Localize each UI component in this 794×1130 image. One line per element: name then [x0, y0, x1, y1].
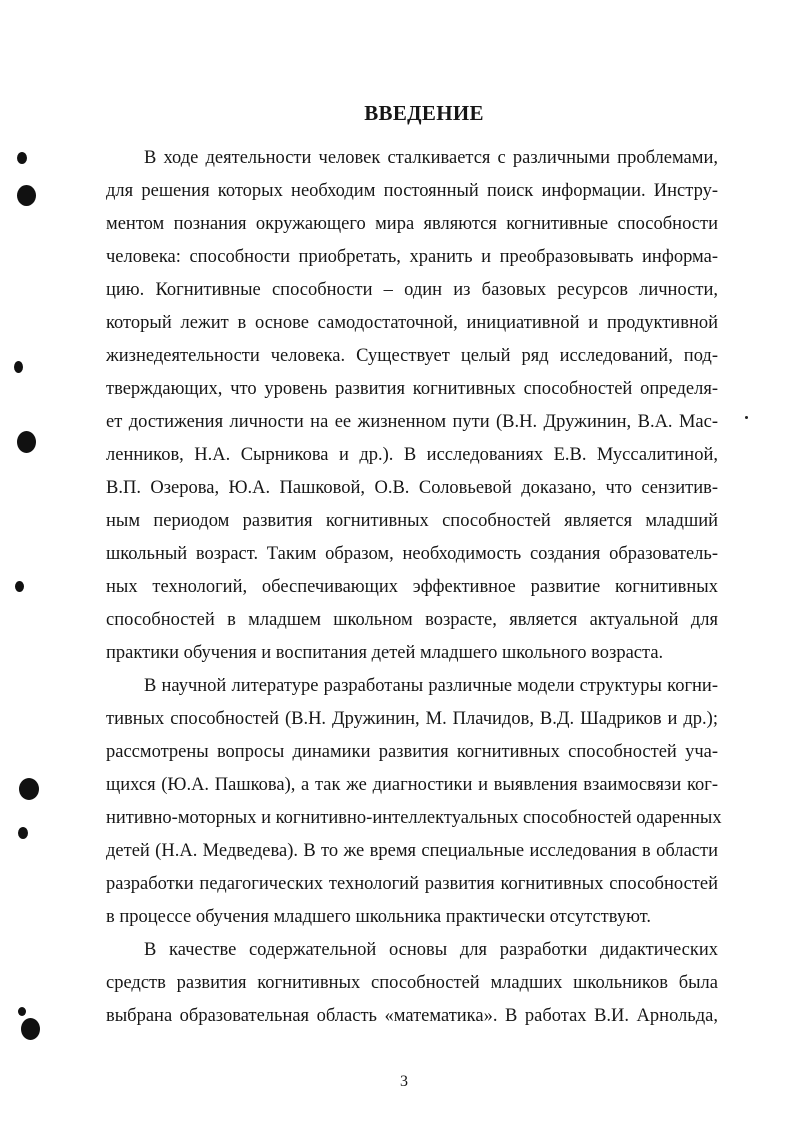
text-line: В ходе деятельности человек сталкивается с различными проблемами,: [144, 148, 718, 168]
scan-speck: [745, 416, 748, 419]
punch-hole-mark: [15, 581, 24, 592]
text-line: цию. Когнитивные способности – один из базовых ресурсов личности,: [106, 280, 718, 300]
text-line: ментом познания окружающего мира являются когнитивные способности: [106, 214, 718, 234]
punch-hole-mark: [17, 152, 27, 164]
punch-hole: [21, 1018, 40, 1040]
punch-hole-mark: [18, 1007, 26, 1016]
punch-hole: [17, 185, 36, 206]
text-line: для решения которых необходим постоянный поиск информации. Инстру-: [106, 181, 718, 201]
text-line: жизнедеятельности человека. Существует целый ряд исследований, под-: [106, 346, 718, 366]
page-number: 3: [400, 1073, 408, 1090]
text-line: выбрана образовательная область «математика». В работах В.И. Арнольда,: [106, 1006, 718, 1026]
text-line: практики обучения и воспитания детей младшего школьного возраста.: [106, 643, 664, 663]
text-line: тивных способностей (В.Н. Дружинин, М. Плачидов, В.Д. Шадриков и др.);: [106, 709, 718, 729]
text-line: В научной литературе разработаны различные модели структуры когни-: [144, 676, 718, 696]
paragraph-2: [106, 670, 722, 934]
document-body: [106, 142, 722, 1033]
text-line: ных технологий, обеспечивающих эффективное развитие когнитивных: [106, 577, 718, 597]
text-line: средств развития когнитивных способностей младших школьников была: [106, 973, 718, 993]
text-line: ет достижения личности на ее жизненном пути (В.Н. Дружинин, В.А. Мас-: [106, 412, 718, 432]
text-line: человека: способности приобретать, хранить и преобразовывать информа-: [106, 247, 718, 267]
punch-hole: [19, 778, 39, 800]
text-line: тверждающих, что уровень развития когнитивных способностей определя-: [106, 379, 718, 399]
document-title: ВВЕДЕНИЕ: [364, 101, 484, 125]
text-line: способностей в младшем школьном возрасте, является актуальной для: [106, 610, 718, 630]
punch-hole-mark: [18, 827, 28, 839]
text-line: в процессе обучения младшего школьника практически отсутствуют.: [106, 907, 651, 927]
text-line: щихся (Ю.А. Пашкова), а так же диагностики и выявления взаимосвязи ког-: [106, 775, 718, 795]
text-line: ным периодом развития когнитивных способностей является младший: [106, 511, 718, 531]
paragraph-1: [106, 142, 718, 670]
text-line: В.П. Озерова, Ю.А. Пашковой, О.В. Соловьевой доказано, что сензитив-: [106, 478, 718, 498]
text-line: ленников, Н.А. Сырникова и др.). В исследованиях Е.В. Муссалитиной,: [106, 445, 718, 465]
text-line: нитивно-моторных и когнитивно-интеллектуальных способностей одаренных: [106, 808, 722, 828]
text-line: В качестве содержательной основы для разработки дидактических: [144, 940, 718, 960]
text-line: рассмотрены вопросы динамики развития когнитивных способностей уча-: [106, 742, 718, 762]
text-line: разработки педагогических технологий развития когнитивных способностей: [106, 874, 718, 894]
text-line: школьный возраст. Таким образом, необходимость создания образователь-: [106, 544, 718, 564]
text-line: который лежит в основе самодостаточной, инициативной и продуктивной: [106, 313, 718, 333]
text-line: детей (Н.А. Медведева). В то же время специальные исследования в области: [106, 841, 718, 861]
paragraph-3: [106, 934, 718, 1033]
punch-hole: [17, 431, 36, 453]
punch-hole-mark: [14, 361, 23, 373]
